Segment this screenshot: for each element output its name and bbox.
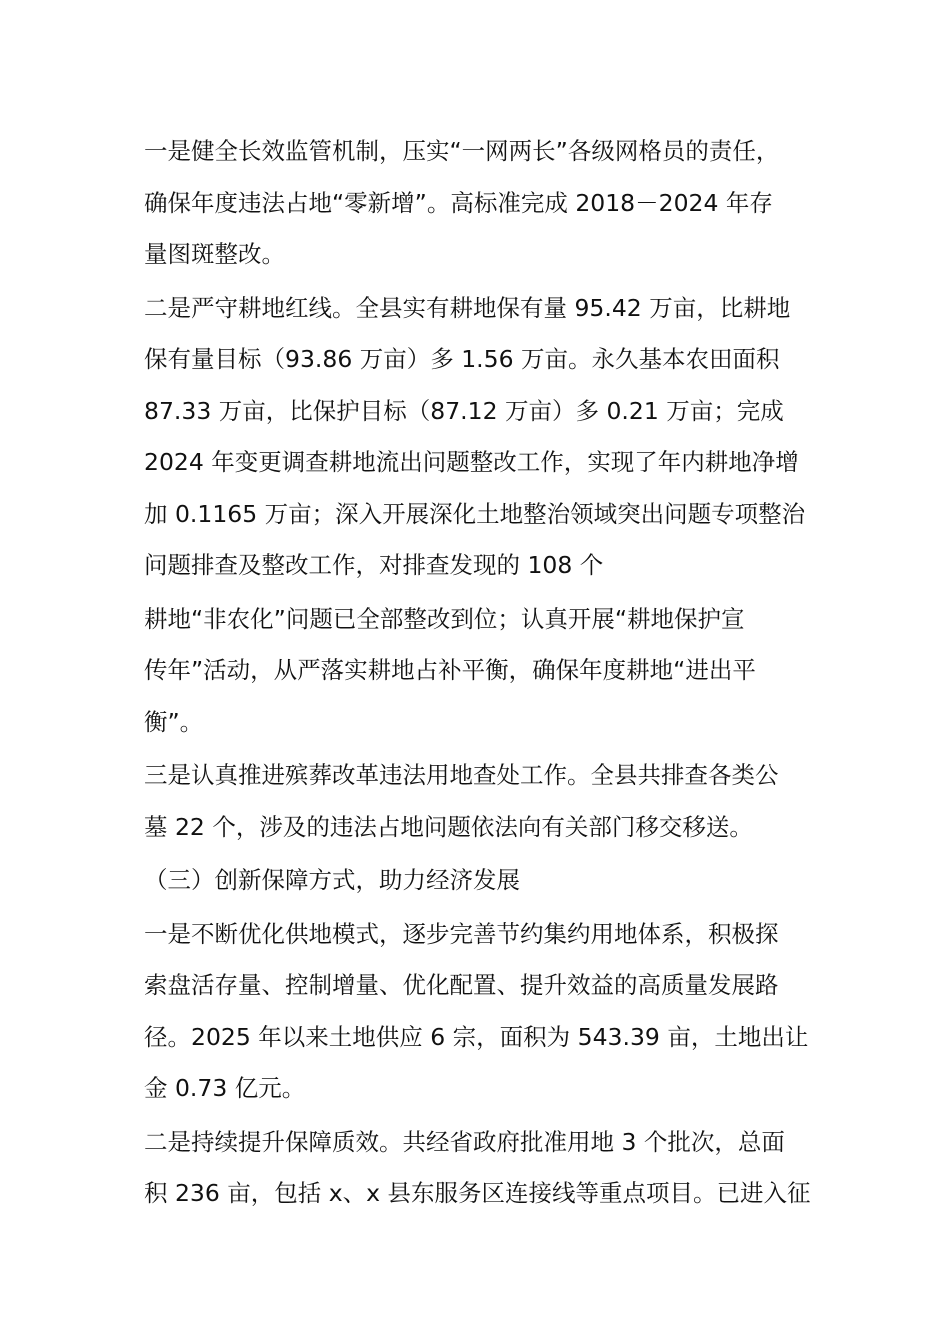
text-line: 一是不断优化供地模式，逐步完善节约集约用地体系，积极探 xyxy=(144,919,779,948)
text-line: 确保年度违法占地“零新增”。高标准完成 2018－2024 年存 xyxy=(144,188,773,217)
text-line: 一是健全长效监管机制，压实“一网两长”各级网格员的责任， xyxy=(144,137,780,165)
paragraph-land-supply-model xyxy=(144,909,824,1115)
text-line: 传年”活动，从严落实耕地占补平衡，确保年度耕地“进出平 xyxy=(144,656,756,684)
text-line: 索盘活存量、控制增量、优化配置、提升效益的高质量发展路 xyxy=(144,971,779,999)
text-line: 二是持续提升保障质效。共经省政府批准用地 3 个批次，总面 xyxy=(144,1127,785,1156)
text-line: 加 0.1165 万亩；深入开展深化土地整治领域突出问题专项整治 xyxy=(144,499,806,528)
paragraph-funeral-reform xyxy=(144,750,824,853)
text-line: 径。2025 年以来土地供应 6 宗，面积为 543.39 亩，土地出让 xyxy=(144,1022,809,1051)
text-line: 量图斑整改。 xyxy=(144,240,285,268)
text-line: 墓 22 个，涉及的违法占地问题依法向有关部门移交移送。 xyxy=(144,812,753,841)
text-line: 2024 年变更调查耕地流出问题整改工作，实现了年内耕地净增 xyxy=(144,448,799,476)
section-heading-innovation xyxy=(144,855,824,907)
document-body xyxy=(144,126,824,1222)
paragraph-farmland-redline xyxy=(144,283,824,592)
section-heading: （三）创新保障方式，助力经济发展 xyxy=(144,866,520,894)
text-line: 问题排查及整改工作，对排查发现的 108 个 xyxy=(144,551,604,579)
text-line: 金 0.73 亿元。 xyxy=(144,1074,306,1102)
text-line: 87.33 万亩，比保护目标（87.12 万亩）多 0.21 万亩；完成 xyxy=(144,396,784,425)
text-line: 耕地“非农化”问题已全部整改到位；认真开展“耕地保护宣 xyxy=(144,604,745,633)
text-line: 二是严守耕地红线。全县实有耕地保有量 95.42 万亩，比耕地 xyxy=(144,293,791,322)
text-line: 三是认真推进殡葬改革违法用地查处工作。全县共排查各类公 xyxy=(144,761,779,789)
paragraph-supervision-mechanism xyxy=(144,126,824,281)
text-line: 积 236 亩，包括 x、x 县东服务区连接线等重点项目。已进入征 xyxy=(144,1179,811,1207)
paragraph-guarantee-efficiency xyxy=(144,1117,824,1220)
text-line: 保有量目标（93.86 万亩）多 1.56 万亩。永久基本农田面积 xyxy=(144,345,780,373)
text-line: 衡”。 xyxy=(144,707,204,736)
paragraph-non-agricultural-rectification xyxy=(144,594,824,749)
